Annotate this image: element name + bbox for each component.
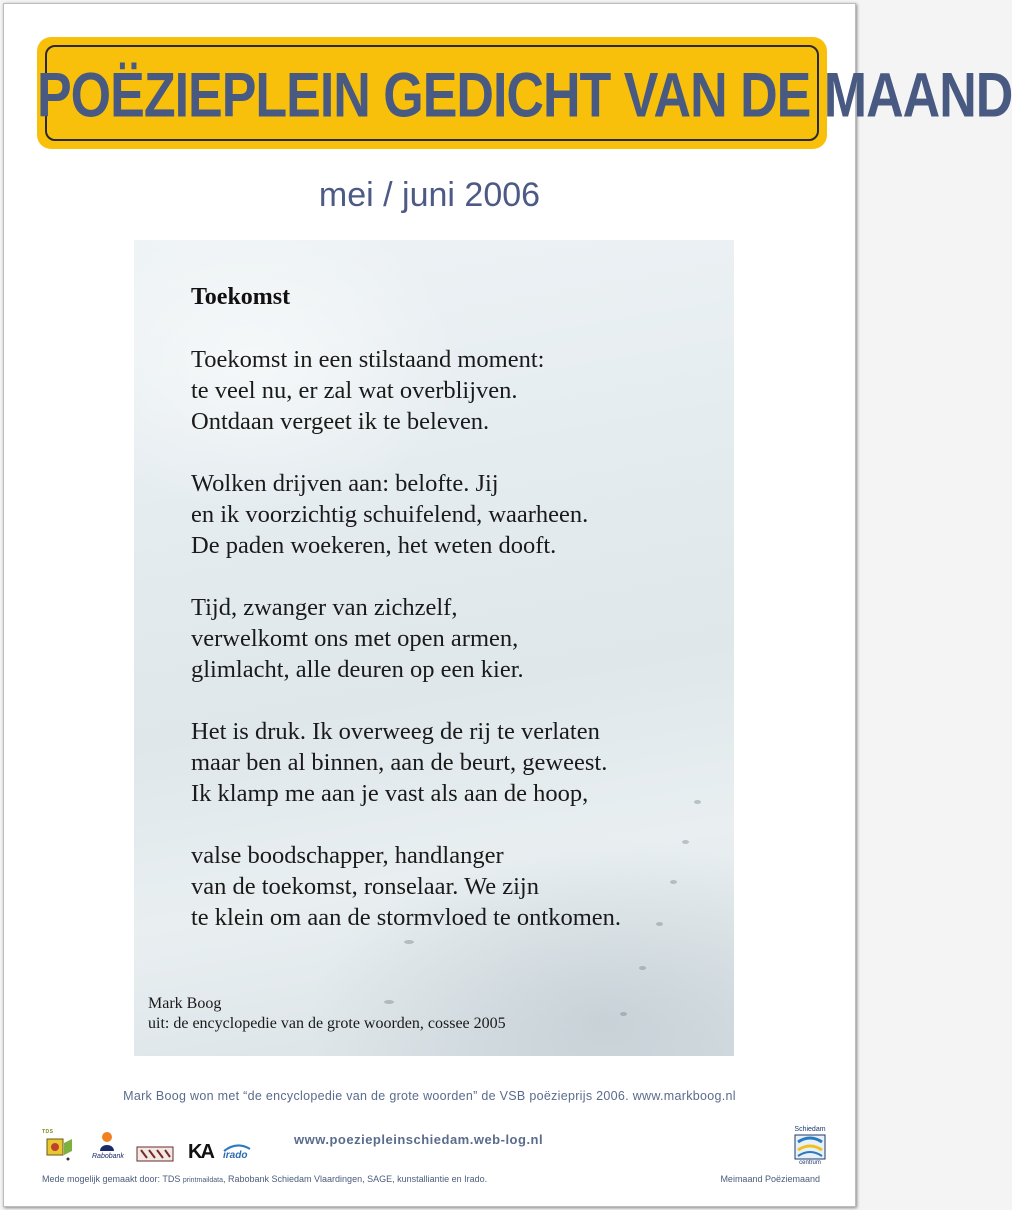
poem-line: maar ben al binnen, aan de beurt, geweest. <box>191 749 608 776</box>
poster-frame <box>3 3 1012 1207</box>
tds-logo <box>42 1129 78 1161</box>
footprint-mark <box>656 922 663 926</box>
source-line: uit: de encyclopedie van de grote woorden, cossee 2005 <box>148 1015 506 1032</box>
sage-logo <box>137 1145 173 1163</box>
schiedam-logo-top-text: Schiedam <box>794 1126 826 1133</box>
rabobank-logo-text: Rabobank <box>92 1153 124 1160</box>
poem-line: van de toekomst, ronselaar. We zijn <box>191 873 539 900</box>
poem-panel <box>134 240 734 1056</box>
schiedam-logo-bottom-text: centrum <box>799 1160 821 1166</box>
tds-logo-text: TDS <box>42 1129 54 1135</box>
poem-line: Wolken drijven aan: belofte. Jij <box>191 470 499 497</box>
stanza <box>191 344 621 437</box>
stanza <box>191 468 621 561</box>
footprint-mark <box>670 880 677 884</box>
poem-body <box>191 344 621 964</box>
author-name: Mark Boog <box>148 995 222 1012</box>
footprint-mark <box>620 1012 627 1016</box>
footprint-mark <box>639 966 646 970</box>
irado-logo <box>222 1143 252 1167</box>
banner-title: POËZIEPLEIN GEDICHT VAN DE MAAND <box>37 60 1012 131</box>
title-banner <box>37 37 1012 149</box>
poem-line: Toekomst in een stilstaand moment: <box>191 346 545 373</box>
poem-title: Toekomst <box>191 284 291 310</box>
poem-line: Ontdaan vergeet ik te beleven. <box>191 408 490 435</box>
credits-prefix: Mede mogelijk gemaakt door: TDS <box>42 1174 183 1184</box>
stanza <box>191 840 621 933</box>
stanza <box>191 592 621 685</box>
schiedam-centrum-logo <box>792 1126 828 1166</box>
poem-line: verwelkomt ons met open armen, <box>191 625 519 652</box>
website-link[interactable]: www.poezieplein​schiedam.web-log.nl <box>294 1132 544 1147</box>
rabobank-emblem-icon <box>92 1129 128 1153</box>
credits-small: printmaildata <box>182 1177 223 1184</box>
credits-line <box>42 1174 487 1184</box>
poem-line: Het is druk. Ik overweeg de rij te verlaten <box>191 718 600 745</box>
poem-line: Tijd, zwanger van zichzelf, <box>191 594 458 621</box>
poem-line: te klein om aan de stormvloed te ontkomen. <box>191 904 622 931</box>
schiedam-emblem-icon <box>792 1134 828 1160</box>
poem-line: glimlacht, alle deuren op een kier. <box>191 656 524 683</box>
irado-logo-text: irado <box>223 1150 248 1161</box>
footer-right-text: Meimaand Poëziemaand <box>720 1174 820 1184</box>
poem-line: De paden woekeren, het weten dooft. <box>191 532 557 559</box>
poem-attribution <box>148 994 506 1034</box>
sage-emblem-icon <box>137 1145 173 1163</box>
credits-suffix: , Rabobank Schiedam Vlaardingen, SAGE, kunstalliantie en Irado. <box>222 1174 488 1184</box>
footprint-mark <box>694 800 701 804</box>
poem-line: te veel nu, er zal wat overblijven. <box>191 377 518 404</box>
footprint-mark <box>682 840 689 844</box>
stanza <box>191 716 621 809</box>
poem-line: Ik klamp me aan je vast als aan de hoop, <box>191 780 589 807</box>
poem-line: valse boodschapper, handlanger <box>191 842 504 869</box>
award-note: Mark Boog won met “de encyclopedie van de grote woorden” de VSB poëzieprijs 2006. www.markboog.nl <box>123 1089 736 1103</box>
ka-logo: KA <box>188 1141 213 1163</box>
rabobank-logo <box>92 1129 128 1163</box>
issue-date: mei / juni 2006 <box>318 176 541 214</box>
tds-emblem-icon <box>42 1133 78 1163</box>
poem-line: en ik voorzichtig schuifelend, waarheen. <box>191 501 589 528</box>
